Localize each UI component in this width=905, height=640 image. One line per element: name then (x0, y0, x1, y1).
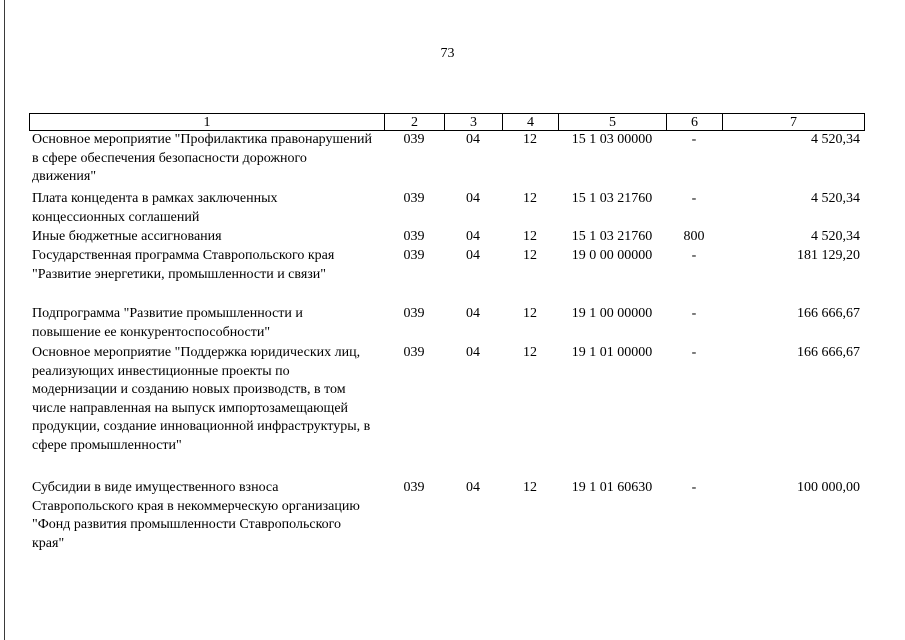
row-code-2: 039 (403, 248, 425, 263)
row-code-2: 039 (403, 345, 425, 360)
row-code-5: 15 1 03 00000 (571, 132, 653, 147)
scan-edge-line (4, 0, 5, 640)
table-row (29, 228, 864, 247)
row-code-5: 19 1 00 00000 (571, 306, 653, 321)
row-amount: 4 520,34 (811, 132, 860, 147)
row-code-6: - (691, 480, 697, 495)
row-amount: 166 666,67 (797, 306, 860, 321)
row-code-3: 04 (466, 191, 480, 206)
table-body (29, 131, 864, 555)
table-row (29, 247, 864, 305)
row-code-2: 039 (403, 306, 425, 321)
row-name: Иные бюджетные ассигнования (32, 229, 222, 244)
row-name: Плата концедента в рамках заключенных концессионных соглашений (32, 191, 278, 225)
row-amount: 4 520,34 (811, 191, 860, 206)
row-code-5: 15 1 03 21760 (571, 229, 653, 244)
row-code-4: 12 (523, 480, 537, 495)
row-name: Подпрограмма "Развитие промышленности и повышение ее конкурентоспособности" (32, 306, 303, 340)
row-code-6: - (691, 191, 697, 206)
row-name: Государственная программа Ставропольского края "Развитие энергетики, промышленности и связи" (32, 248, 335, 282)
header-col-6: 6 (667, 114, 723, 131)
row-code-6: - (691, 345, 697, 360)
row-code-5: 15 1 03 21760 (571, 191, 653, 206)
header-col-5: 5 (559, 114, 667, 131)
row-name: Субсидии в виде имущественного взноса Ставропольского края в некоммерческую организацию "Фонд развития промышленности Ставропольского края" (32, 480, 360, 551)
row-code-3: 04 (466, 480, 480, 495)
table-row (29, 305, 864, 344)
row-code-3: 04 (466, 306, 480, 321)
table-row (29, 190, 864, 228)
header-col-7: 7 (723, 114, 865, 131)
row-code-2: 039 (403, 132, 425, 147)
row-code-5: 19 0 00 00000 (571, 248, 653, 263)
row-name: Основное мероприятие "Профилактика правонарушений в сфере обеспечения безопасности дорожного движения" (32, 132, 372, 184)
row-code-3: 04 (466, 248, 480, 263)
table-row (29, 131, 864, 190)
row-code-5: 19 1 01 00000 (571, 345, 653, 360)
row-amount: 100 000,00 (797, 480, 860, 495)
table-row (29, 344, 864, 479)
row-code-4: 12 (523, 248, 537, 263)
table-row (29, 479, 864, 555)
row-code-4: 12 (523, 132, 537, 147)
row-amount: 181 129,20 (797, 248, 860, 263)
row-code-3: 04 (466, 345, 480, 360)
row-code-4: 12 (523, 306, 537, 321)
row-code-2: 039 (403, 191, 425, 206)
header-col-2: 2 (385, 114, 445, 131)
row-code-2: 039 (403, 229, 425, 244)
row-amount: 4 520,34 (811, 229, 860, 244)
row-code-6: - (691, 248, 697, 263)
row-code-3: 04 (466, 229, 480, 244)
page-number: 73 (440, 46, 455, 61)
row-name: Основное мероприятие "Поддержка юридических лиц, реализующих инвестиционные проекты по модернизации и созданию новых производств, в том числе направленная на выпуск импортозамещающей продукции, создание инновационной инфраструктуры, в сфере промышленности" (32, 345, 371, 453)
row-code-6: - (691, 132, 697, 147)
row-code-2: 039 (403, 480, 425, 495)
row-amount: 166 666,67 (797, 345, 860, 360)
row-code-6: 800 (683, 229, 705, 244)
row-code-4: 12 (523, 345, 537, 360)
row-code-3: 04 (466, 132, 480, 147)
header-col-3: 3 (445, 114, 503, 131)
table-header (29, 113, 865, 131)
row-code-4: 12 (523, 229, 537, 244)
header-col-4: 4 (503, 114, 559, 131)
header-col-1: 1 (30, 114, 385, 131)
row-code-4: 12 (523, 191, 537, 206)
row-code-5: 19 1 01 60630 (571, 480, 653, 495)
row-code-6: - (691, 306, 697, 321)
